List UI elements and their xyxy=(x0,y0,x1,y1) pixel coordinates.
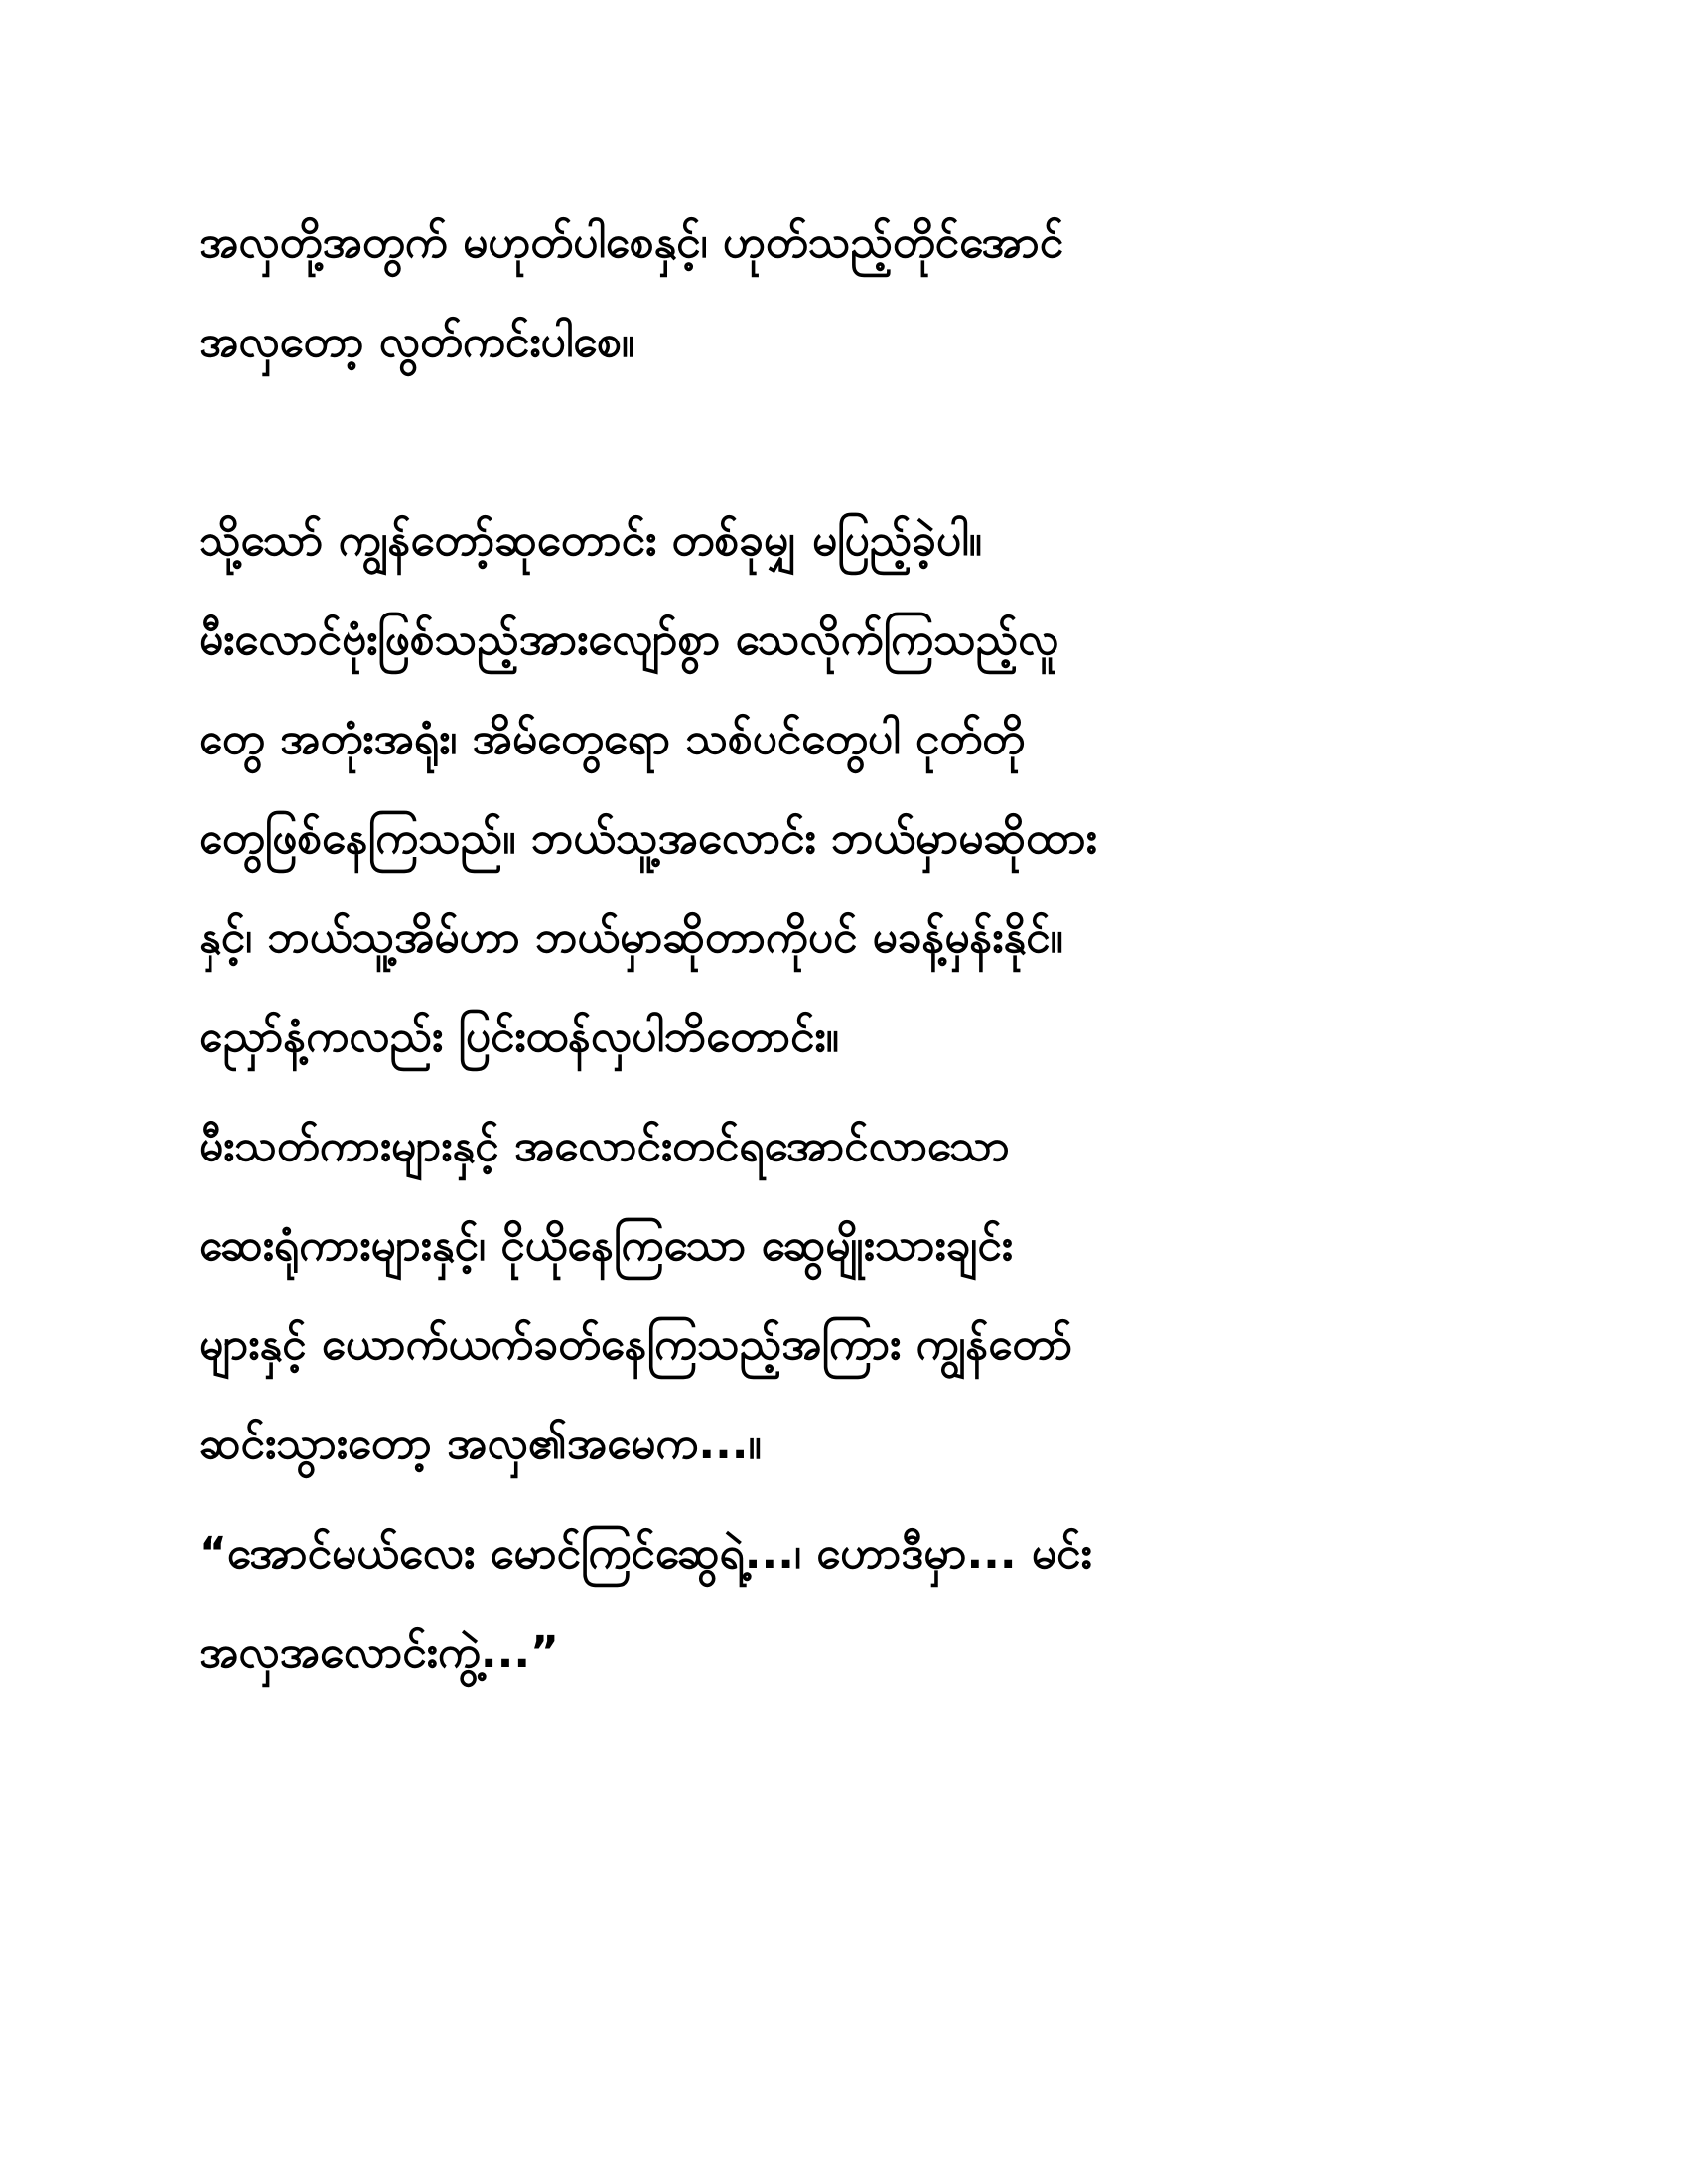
paragraph-3 xyxy=(199,1097,1509,1494)
text-line: မီးလောင်ဗုံးဖြစ်သည့်အားလျော်စွာ သေလိုက်ကြသည့်လူ xyxy=(199,614,1059,665)
text-line: အလှတို့အတွက် မဟုတ်ပါစေနှင့်၊ ဟုတ်သည့်တိုင်အောင် xyxy=(199,217,1064,268)
text-line: တွေဖြစ်နေကြသည်။ ဘယ်သူ့အလောင်း ဘယ်မှာမဆိုထား xyxy=(199,813,1097,864)
paragraph-4 xyxy=(199,1504,1509,1703)
text-line: နှင့်၊ ဘယ်သူ့အိမ်ဟာ ဘယ်မှာဆိုတာကိုပင် မခန့်မှန်းနိုင်။ xyxy=(199,912,1063,963)
text-line: သို့သော် ကျွန်တော့်ဆုတောင်း တစ်ခုမျှ မပြည့်ခဲ့ပါ။ xyxy=(199,515,982,566)
text-line: ညှော်နံ့ကလည်း ပြင်းထန်လှပါဘိတောင်း။ xyxy=(199,1012,839,1062)
text-line: အလှအလောင်းကွဲ့...” xyxy=(199,1627,559,1678)
text-line: များနှင့် ယောက်ယက်ခတ်နေကြသည့်အကြား ကျွန်တော် xyxy=(199,1319,1073,1370)
paragraph-2 xyxy=(199,491,1509,1087)
text-line: ဆင်းသွားတော့ အလှ၏အမေက...။ xyxy=(199,1419,762,1469)
text-line: တွေ အတုံးအရုံး၊ အိမ်တွေရော သစ်ပင်တွေပါ ငုတ်တို xyxy=(199,714,1026,764)
text-line: မီးသတ်ကားများနှင့် အလောင်းတင်ရအောင်လာသော xyxy=(199,1121,1010,1171)
text-line: “အောင်မယ်လေး မောင်ကြင်ဆွေရဲ့...၊ ဟောဒီမှာ... မင်း xyxy=(199,1528,1092,1578)
document-body xyxy=(199,194,1509,1703)
text-line: အလှတော့ လွတ်ကင်းပါစေ။ xyxy=(199,317,635,367)
text-line: ဆေးရုံကားများနှင့်၊ ငိုယိုနေကြသော ဆွေမျိုးသားချင်း xyxy=(199,1220,1013,1271)
paragraph-1 xyxy=(199,194,1509,392)
